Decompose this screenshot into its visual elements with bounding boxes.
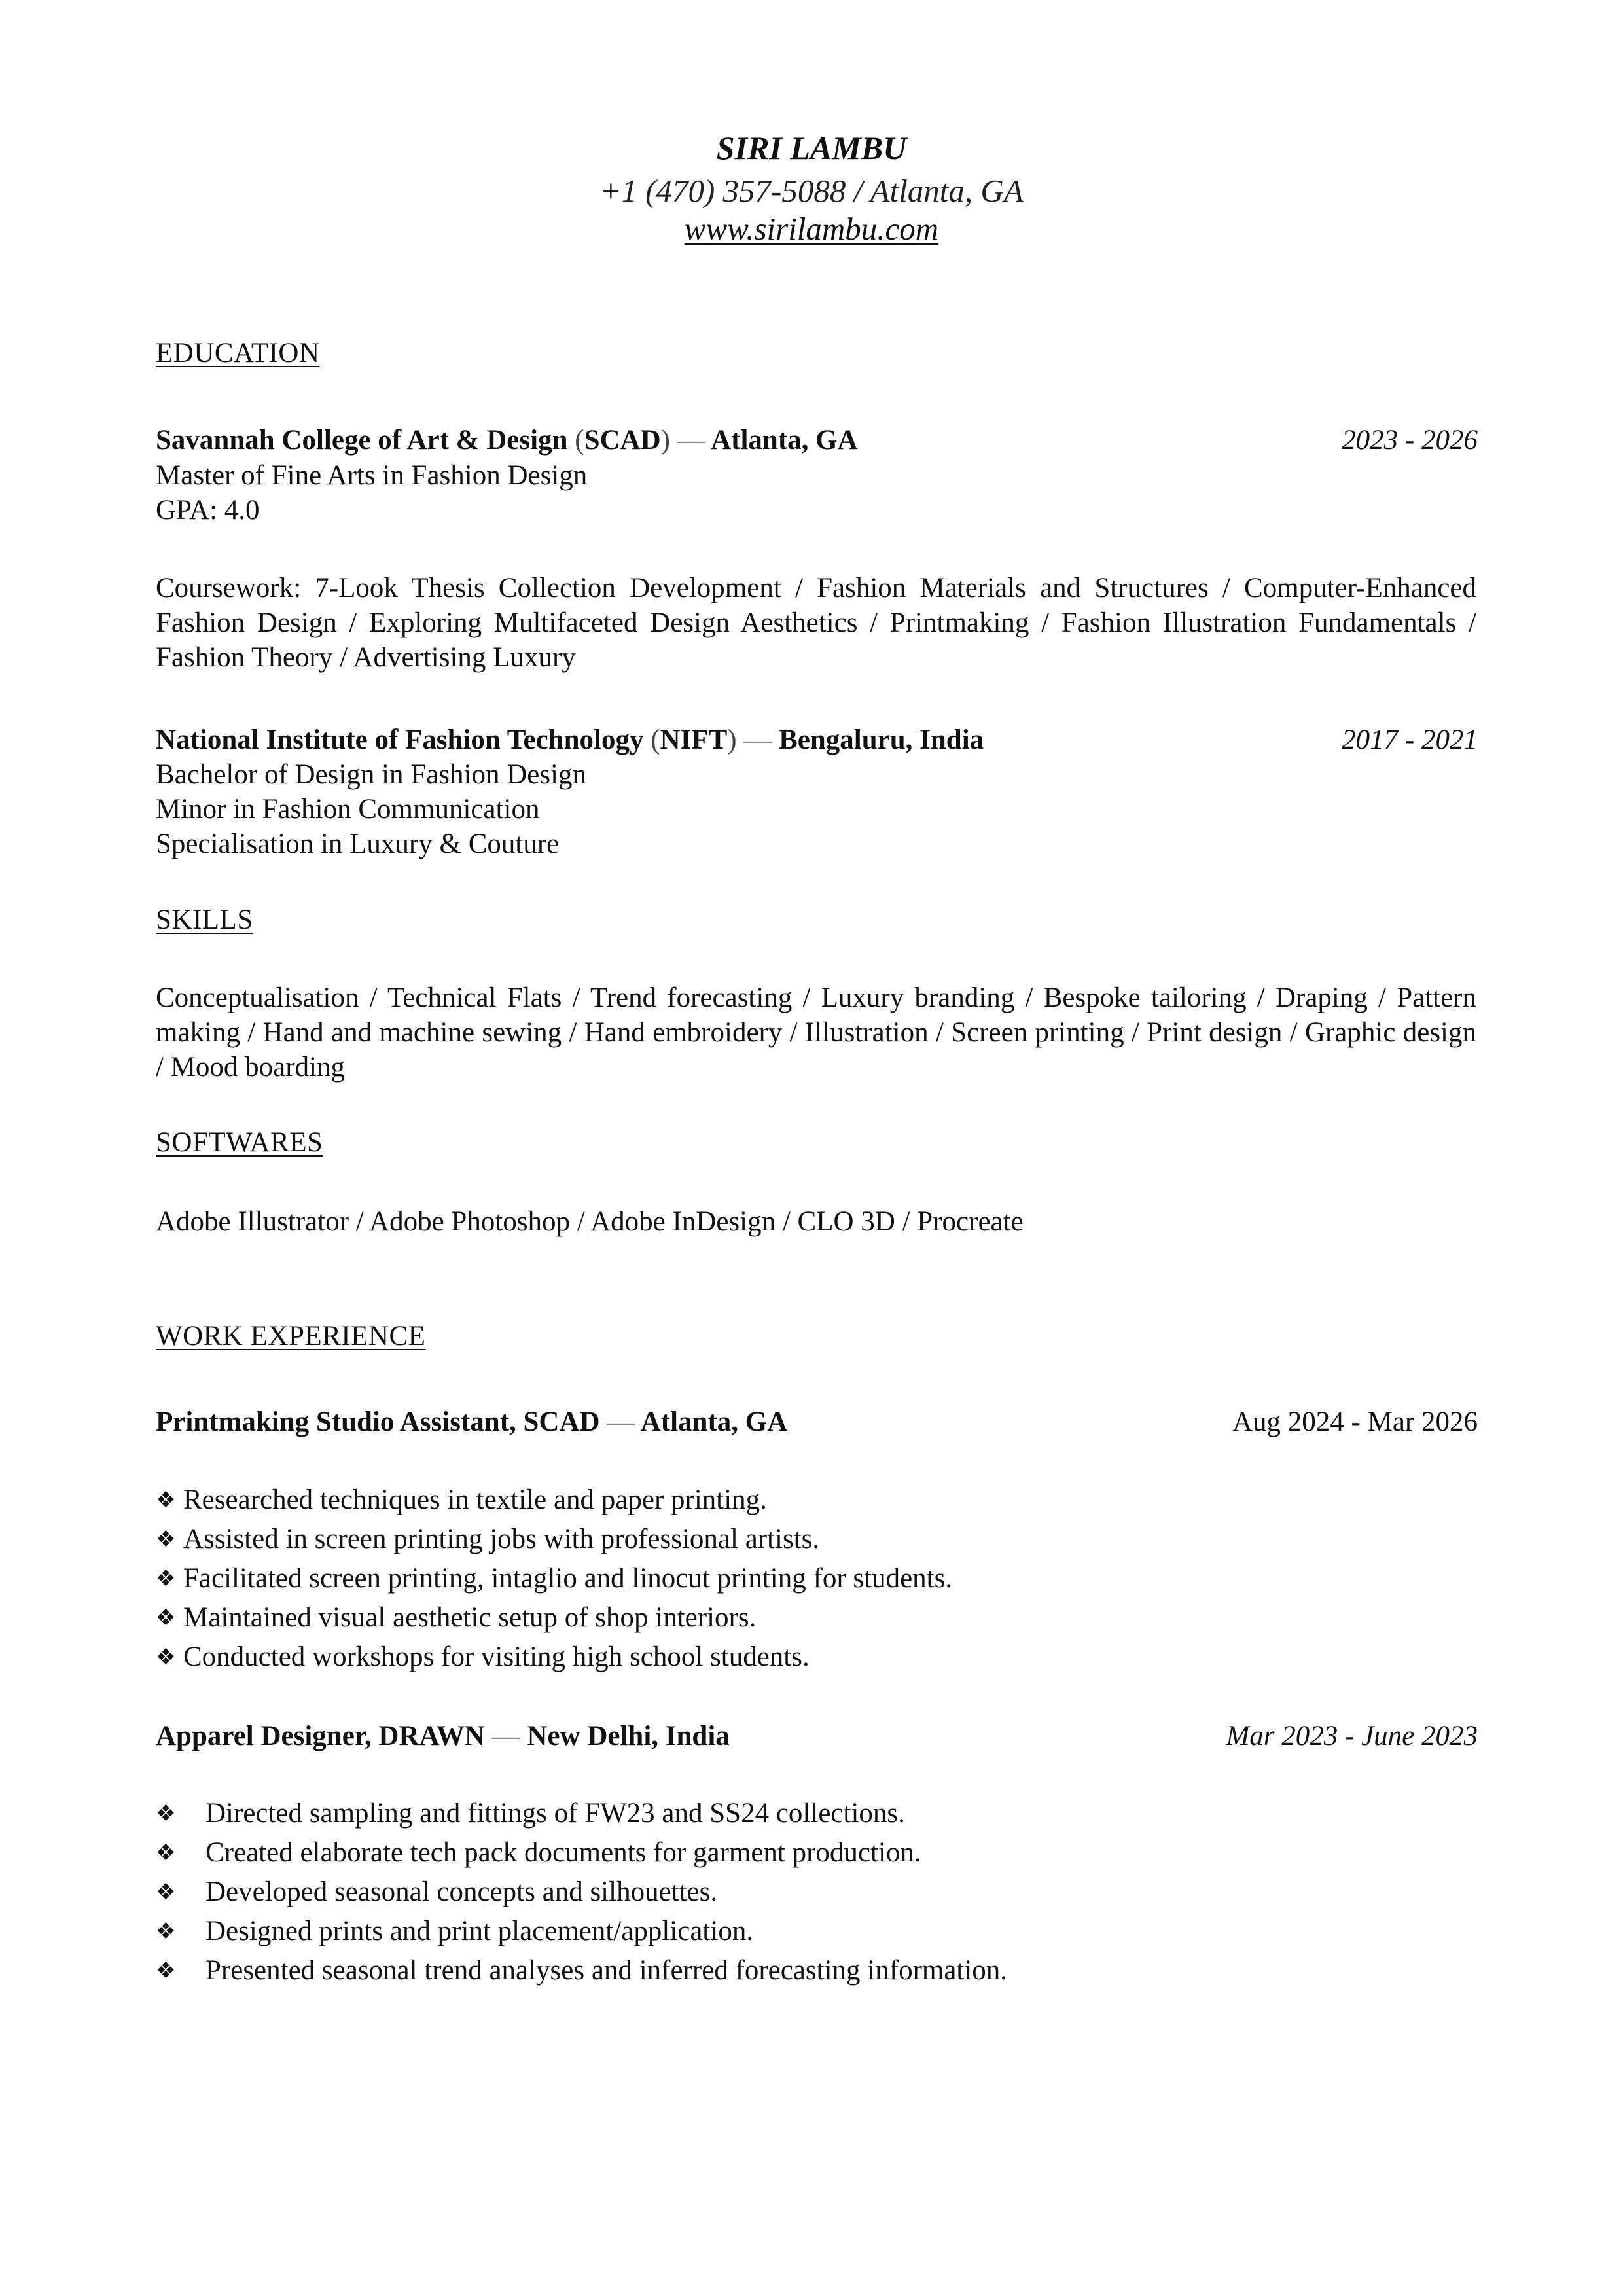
job-2-title: Apparel Designer, DRAWN (156, 1721, 485, 1751)
diamond-bullet-icon: ❖ (156, 1567, 176, 1591)
bullet-text: Created elaborate tech pack documents for garment production. (205, 1837, 921, 1868)
nift-abbr: NIFT (660, 725, 728, 755)
nift-entry-title (156, 722, 984, 759)
bullet-text: Assisted in screen printing jobs with professional artists. (183, 1524, 820, 1554)
job-2-title-line (156, 1718, 730, 1755)
job-2-location: New Delhi, India (527, 1721, 730, 1751)
list-item (156, 1559, 952, 1598)
job-2-bullets (156, 1794, 1007, 1990)
website-link-text[interactable]: www.sirilambu.com (684, 211, 939, 247)
list-item (156, 1598, 952, 1638)
contact-line: +1 (470) 357-5088 / Atlanta, GA (599, 173, 1024, 209)
nift-dates: 2017 - 2021 (1342, 725, 1478, 755)
scad-abbr-close: ) (660, 425, 670, 456)
diamond-bullet-icon: ❖ (156, 1488, 176, 1513)
job-2-dates: Mar 2023 - June 2023 (1226, 1721, 1478, 1751)
job-1-dash: — (607, 1407, 635, 1437)
nift-minor: Minor in Fashion Communication (156, 794, 540, 825)
skills-heading: SKILLS (156, 905, 253, 935)
bullet-text: Researched techniques in textile and paper printing. (183, 1484, 767, 1515)
nift-abbr-open: ( (651, 725, 660, 755)
list-item (156, 1794, 1007, 1833)
nift-school: National Institute of Fashion Technology (156, 725, 644, 755)
scad-school: Savannah College of Art & Design (156, 425, 568, 456)
diamond-bullet-icon: ❖ (156, 1880, 176, 1905)
diamond-bullet-icon: ❖ (156, 1959, 176, 1983)
diamond-bullet-icon: ❖ (156, 1645, 176, 1670)
nift-degree: Bachelor of Design in Fashion Design (156, 759, 587, 790)
nift-location: Bengaluru, India (779, 725, 984, 755)
list-item (156, 1520, 952, 1559)
scad-gpa: GPA: 4.0 (156, 495, 260, 526)
job-1-bullets (156, 1480, 952, 1677)
softwares-heading: SOFTWARES (156, 1127, 323, 1158)
bullet-text: Directed sampling and fittings of FW23 and SS24 collections. (205, 1798, 905, 1829)
scad-abbr: SCAD (584, 425, 661, 456)
bullet-text: Conducted workshops for visiting high school students. (183, 1641, 810, 1672)
scad-abbr-parens: ( (575, 425, 584, 456)
scad-dash: — (677, 425, 705, 456)
scad-coursework: Coursework: 7-Look Thesis Collection Development / Fashion Materials and Structures / Computer-Enhanced Fashion Design / Exploring Multifaceted Design Aesthetics / Printmaking / Fashion Illustration Fundamentals / Fashion Theory / Advertising Luxury (156, 573, 1476, 673)
diamond-bullet-icon: ❖ (156, 1920, 176, 1944)
candidate-name: SIRI LAMBU (716, 130, 907, 166)
diamond-bullet-icon: ❖ (156, 1528, 176, 1552)
job-1-title-line (156, 1404, 787, 1441)
scad-degree: Master of Fine Arts in Fashion Design (156, 460, 588, 491)
list-item (156, 1480, 952, 1520)
bullet-text: Maintained visual aesthetic setup of shop interiors. (183, 1602, 757, 1633)
website-link[interactable] (0, 209, 1623, 249)
nift-abbr-close: ) (727, 725, 737, 755)
scad-location: Atlanta, GA (711, 425, 858, 456)
education-heading: EDUCATION (156, 338, 320, 368)
diamond-bullet-icon: ❖ (156, 1841, 176, 1865)
list-item (156, 1912, 1007, 1951)
bullet-text: Presented seasonal trend analyses and inferred forecasting information. (205, 1955, 1008, 1986)
nift-dash: — (743, 725, 772, 755)
job-2-dash: — (491, 1721, 520, 1751)
work-heading: WORK EXPERIENCE (156, 1321, 426, 1352)
bullet-text: Designed prints and print placement/application. (205, 1916, 754, 1946)
list-item (156, 1638, 952, 1677)
scad-dates: 2023 - 2026 (1342, 425, 1478, 456)
nift-specialisation: Specialisation in Luxury & Couture (156, 829, 560, 859)
diamond-bullet-icon: ❖ (156, 1606, 176, 1630)
list-item (156, 1951, 1007, 1990)
softwares-list: Adobe Illustrator / Adobe Photoshop / Adobe InDesign / CLO 3D / Procreate (156, 1206, 1024, 1237)
list-item (156, 1873, 1007, 1912)
diamond-bullet-icon: ❖ (156, 1802, 176, 1826)
list-item (156, 1833, 1007, 1873)
job-1-location: Atlanta, GA (640, 1407, 788, 1437)
job-1-title: Printmaking Studio Assistant, SCAD (156, 1407, 600, 1437)
job-1-dates: Aug 2024 - Mar 2026 (1232, 1407, 1478, 1437)
bullet-text: Facilitated screen printing, intaglio and linocut printing for students. (183, 1563, 953, 1594)
skills-list: Conceptualisation / Technical Flats / Trend forecasting / Luxury branding / Bespoke tailoring / Draping / Pattern making / Hand and machine sewing / Hand embroidery / Illustration / Screen printing / Print design / Graphic design / Mood boarding (156, 982, 1476, 1083)
scad-entry-title (156, 422, 858, 459)
bullet-text: Developed seasonal concepts and silhouettes. (205, 1876, 718, 1907)
